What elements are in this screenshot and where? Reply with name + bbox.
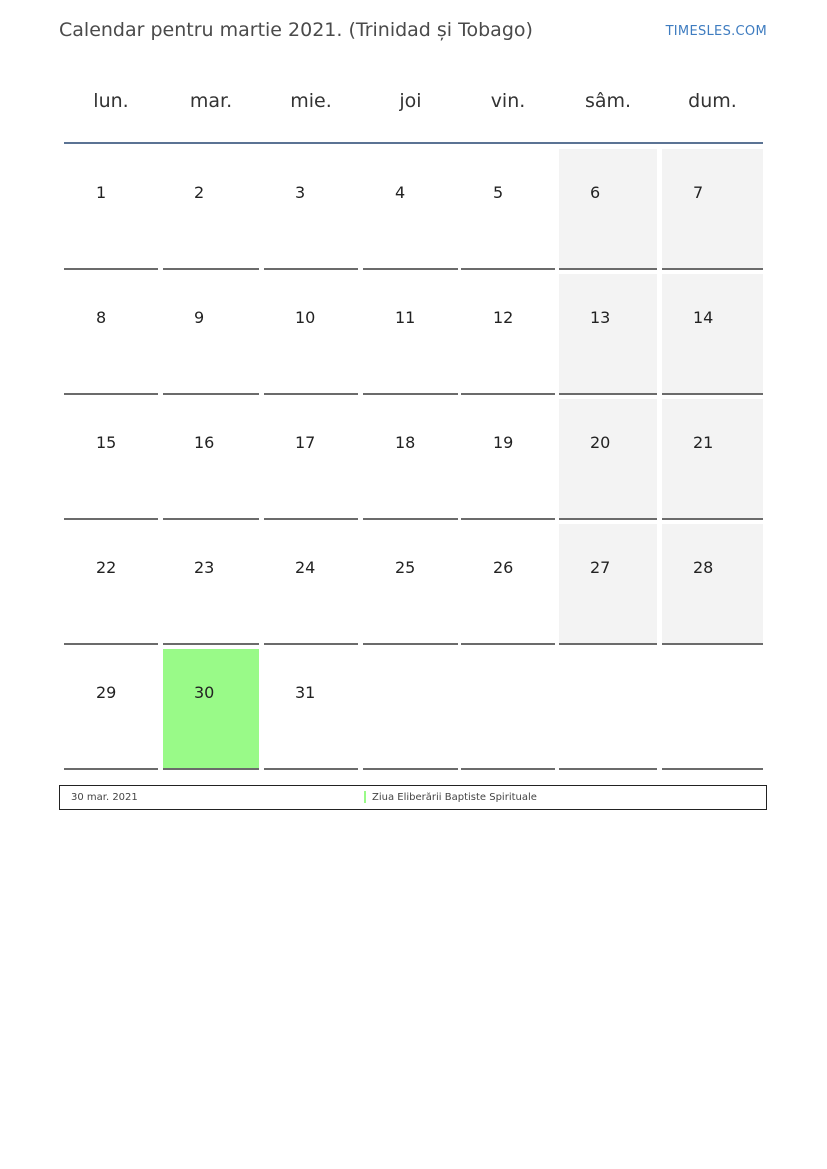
day-number: 12 — [493, 308, 514, 327]
day-cell — [64, 649, 158, 770]
day-number: 1 — [96, 183, 107, 202]
day-cell — [264, 649, 358, 770]
day-number: 5 — [493, 183, 504, 202]
day-cell — [461, 149, 555, 270]
page-title: Calendar pentru martie 2021. (Trinidad și Tobago) — [59, 19, 533, 41]
day-cell — [363, 149, 458, 270]
day-number: 17 — [295, 433, 316, 452]
day-number: 22 — [96, 558, 117, 577]
holiday-legend — [59, 785, 767, 810]
day-number: 11 — [395, 308, 416, 327]
day-number: 28 — [693, 558, 714, 577]
day-cell — [559, 649, 657, 770]
holiday-day-cell — [163, 649, 259, 770]
day-number: 26 — [493, 558, 514, 577]
day-cell — [264, 149, 358, 270]
day-number: 10 — [295, 308, 316, 327]
day-cell — [64, 399, 158, 520]
day-number: 14 — [693, 308, 714, 327]
day-cell — [363, 649, 458, 770]
weekend-day-cell — [662, 524, 763, 645]
day-number: 29 — [96, 683, 117, 702]
day-number: 24 — [295, 558, 316, 577]
day-number: 27 — [590, 558, 611, 577]
day-cell — [461, 274, 555, 395]
weekend-day-cell — [559, 399, 657, 520]
day-cell — [163, 399, 259, 520]
day-cell — [363, 524, 458, 645]
day-number: 25 — [395, 558, 416, 577]
day-cell — [461, 649, 555, 770]
day-cell — [163, 524, 259, 645]
day-number: 9 — [194, 308, 205, 327]
weekend-day-cell — [559, 274, 657, 395]
day-cell — [64, 524, 158, 645]
day-cell — [363, 274, 458, 395]
day-cell — [264, 524, 358, 645]
day-cell — [461, 399, 555, 520]
weekday-label: vin. — [490, 90, 526, 112]
day-number: 31 — [295, 683, 316, 702]
holiday-date: 30 mar. 2021 — [71, 792, 138, 803]
day-cell — [163, 274, 259, 395]
weekday-label: mie. — [290, 90, 332, 112]
day-number: 2 — [194, 183, 205, 202]
day-cell — [64, 274, 158, 395]
day-cell — [363, 399, 458, 520]
brand-link[interactable]: TIMESLES.COM — [665, 24, 767, 39]
weekday-label: lun. — [93, 90, 129, 112]
weekday-label: mar. — [189, 90, 233, 112]
weekend-day-cell — [662, 149, 763, 270]
weekend-day-cell — [662, 274, 763, 395]
weekend-day-cell — [559, 524, 657, 645]
day-cell — [662, 649, 763, 770]
day-cell — [461, 524, 555, 645]
day-number: 21 — [693, 433, 714, 452]
day-number: 13 — [590, 308, 611, 327]
day-cell — [264, 274, 358, 395]
day-number: 23 — [194, 558, 215, 577]
weekday-label: joi — [399, 90, 422, 112]
weekend-day-cell — [662, 399, 763, 520]
day-number: 20 — [590, 433, 611, 452]
day-number: 30 — [194, 683, 215, 702]
weekday-label: sâm. — [584, 90, 632, 112]
weekend-day-cell — [559, 149, 657, 270]
holiday-color-marker — [364, 791, 366, 803]
day-number: 16 — [194, 433, 215, 452]
holiday-name: Ziua Eliberării Baptiste Spirituale — [372, 792, 537, 803]
day-number: 3 — [295, 183, 306, 202]
day-cell — [163, 149, 259, 270]
day-number: 4 — [395, 183, 406, 202]
day-number: 6 — [590, 183, 601, 202]
day-number: 19 — [493, 433, 514, 452]
day-number: 18 — [395, 433, 416, 452]
day-number: 8 — [96, 308, 107, 327]
day-number: 7 — [693, 183, 704, 202]
weekday-label: dum. — [688, 90, 737, 112]
day-cell — [64, 149, 158, 270]
day-number: 15 — [96, 433, 117, 452]
day-cell — [264, 399, 358, 520]
